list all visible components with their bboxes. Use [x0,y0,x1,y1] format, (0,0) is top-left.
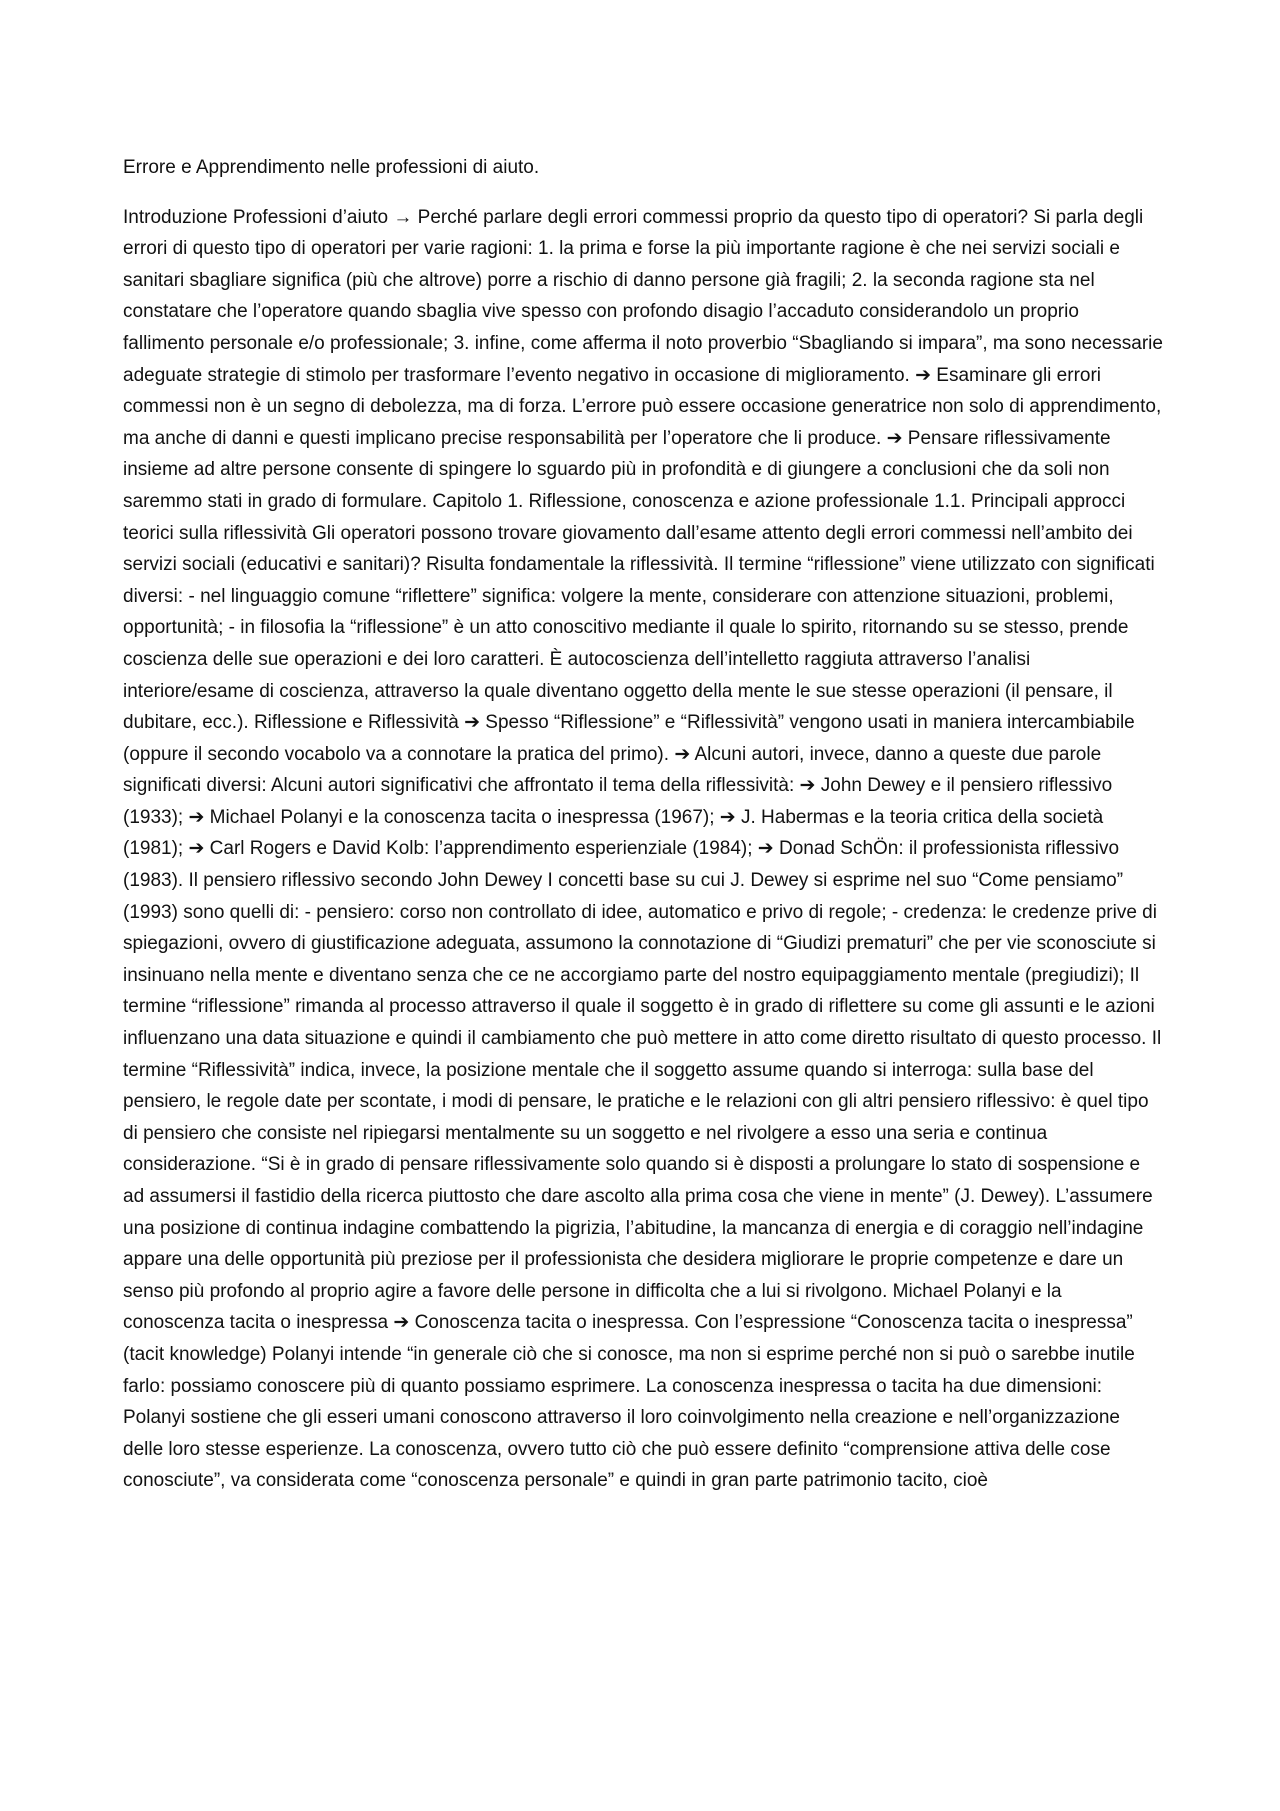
document-body-text: Introduzione Professioni d’aiuto → Perché parlare degli errori commessi proprio da questo tipo di operatori? Si parla degli errori di questo tipo di operatori per varie ragioni: 1. la prima e forse la più importante ragione è che nei servizi sociali e sanitari sbagliare significa (più che altrove) porre a rischio di danno persone già fragili; 2. la seconda ragione sta nel constatare che l’operatore quando sbaglia vive spesso con profondo disagio l’accaduto considerandolo un proprio fallimento personale e/o professionale; 3. infine, come afferma il noto proverbio “Sbagliando si impara”, ma sono necessarie adeguate strategie di stimolo per trasformare l’evento negativo in occasione di miglioramento. ➔ Esaminare gli errori commessi non è un segno di debolezza, ma di forza. L’errore può essere occasione generatrice non solo di apprendimento, ma anche di danni e questi implicano precise responsabilità per l’operatore che li produce. ➔ Pensare riflessivamente insieme ad altre persone consente di spingere lo sguardo più in profondità e di giungere a conclusioni che da soli non saremmo stati in grado di formulare. Capitolo 1. Riflessione, conoscenza e azione professionale 1.1. Principali approcci teorici sulla riflessività Gli operatori possono trovare giovamento dall’esame attento degli errori commessi nell’ambito dei servizi sociali (educativi e sanitari)? Risulta fondamentale la riflessività. Il termine “riflessione” viene utilizzato con significati diversi: - nel linguaggio comune “riflettere” significa: volgere la mente, considerare con attenzione situazioni, problemi, opportunità; - in filosofia la “riflessione” è un atto conoscitivo mediante il quale lo spirito, ritornando su se stesso, prende coscienza delle sue operazioni e dei loro caratteri. È autocoscienza dell’intelletto raggiuta attraverso l’analisi interiore/esame di coscienza, attraverso la quale diventano oggetto della mente le sue stesse operazioni (il pensare, il dubitare, ecc.). Riflessione e Riflessività ➔ Spesso “Riflessione” e “Riflessività” vengono usati in maniera intercambiabile (oppure il secondo vocabolo va a connotare la pratica del primo). ➔ Alcuni autori, invece, danno a queste due parole significati diversi: Alcuni autori significativi che affrontato il tema della riflessività: ➔ John Dewey e il pensiero riflessivo (1933); ➔ Michael Polanyi e la conoscenza tacita o inespressa (1967); ➔ J. Habermas e la teoria critica della società (1981); ➔ Carl Rogers e David Kolb: l’apprendimento esperienziale (1984); ➔ Donad SchÖn: il professionista riflessivo (1983). Il pensiero riflessivo secondo John Dewey I concetti base su cui J. Dewey si esprime nel suo “Come pensiamo” (1993) sono quelli di: - pensiero: corso non controllato di idee, automatico e privo di regole; - credenza: le credenze prive di spiegazioni, ovvero di giustificazione adeguata, assumono la connotazione di “Giudizi prematuri” che per vie sconosciute si insinuano nella mente e diventano senza che ce ne accorgiamo parte del nostro equipaggiamento mentale (pregiudizi); Il termine “riflessione” rimanda al processo attraverso il quale il soggetto è in grado di riflettere su come gli assunti e le azioni influenzano una data situazione e quindi il cambiamento che può mettere in atto come diretto risultato di questo processo. Il termine “Riflessività” indica, invece, la posizione mentale che il soggetto assume quando si interroga: sulla base del pensiero, le regole date per scontate, i modi di pensare, le pratiche e le relazioni con gli altri pensiero riflessivo: è quel tipo di pensiero che consiste nel ripiegarsi mentalmente su un soggetto e nel rivolgere a esso una seria e continua considerazione. “Si è in grado di pensare riflessivamente solo quando si è disposti a prolungare lo stato di sospensione e ad assumersi il fastidio della ricerca piuttosto che dare ascolto alla prima cosa che viene in mente” (J. Dewey). L’assumere una posizione di continua indagine combattendo la pigrizia, l’abitudine, la mancanza di energia e di coraggio nell’indagine appare una delle opportunità più preziose per il professionista che desidera migliorare le proprie competenze e dare un senso più profondo al proprio agire a favore delle persone in difficolta che a lui si rivolgono. Michael Polanyi e la conoscenza tacita o inespressa ➔ Conoscenza tacita o inespressa. Con l’espressione “Conoscenza tacita o inespressa” (tacit knowledge) Polanyi intende “in generale ciò che si conosce, ma non si esprime perché non si può o sarebbe inutile farlo: possiamo conoscere più di quanto possiamo esprimere. La conoscenza inespressa o tacita ha due dimensioni: Polanyi sostiene che gli esseri umani conoscono attraverso il loro coinvolgimento nella creazione e nell’organizzazione delle loro stesse esperienze. La conoscenza, ovvero tutto ciò che può essere definito “comprensione attiva delle cose conosciute”, va considerata come “conoscenza personale” e quindi in gran parte patrimonio tacito, cioè [123,206,1163,1492]
document-content [123,152,1163,1497]
document-title: Errore e Apprendimento nelle professioni di aiuto. [123,157,540,178]
